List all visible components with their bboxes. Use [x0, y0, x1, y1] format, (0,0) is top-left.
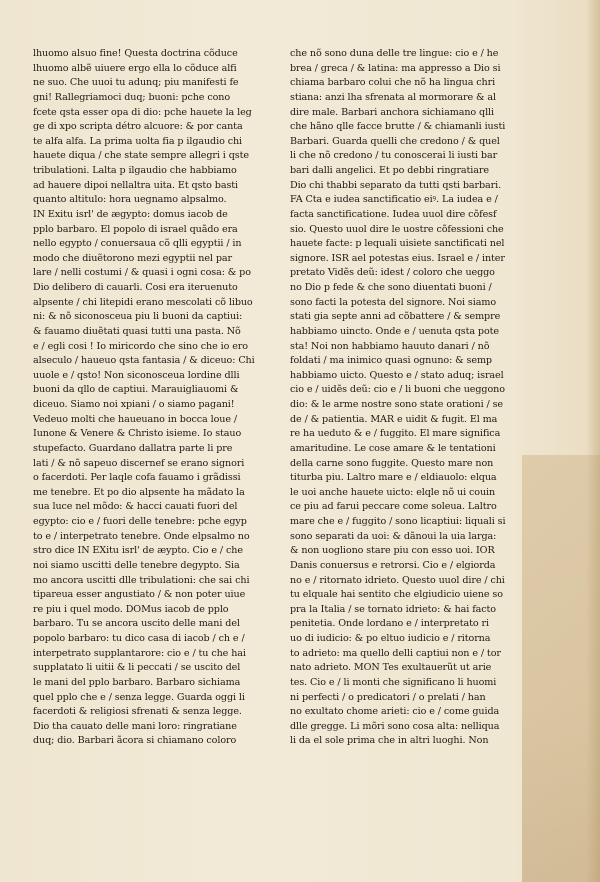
text-line: popolo barbaro: tu dico casa di iacob / ch e / [33, 633, 245, 644]
text-line: hauete facte: p lequali uisiete sanctificati nel [290, 238, 505, 250]
text-line: li che nõ credono / tu conoscerai li iusti bar [290, 150, 498, 162]
text-line: tes. Cio e / li monti che significano li huomi [290, 676, 497, 688]
text-line: titurba piu. Laltro mare e / eldiauolo: elqua [290, 472, 497, 484]
text-line: lati / & nõ sapeuo discernef se erano signori [33, 457, 245, 469]
text-line: lhuomo albẽ uiuere ergo ella lo cõduce alfi [33, 62, 237, 74]
text-line: IN Exitu isrl' de ægypto: domus iacob de [33, 208, 228, 220]
text-line: quel pplo che e / senza legge. Guarda oggi li [33, 691, 245, 703]
text-line: habbiamo uincto. Onde e / uenuta qsta pote [290, 325, 499, 337]
text-line: Barbari. Guarda quelli che credono / & quel [290, 135, 500, 147]
text-line: habbiamo uicto. Questo e / stato aduq; israel [290, 369, 504, 381]
text-line: me tenebre. Et po dio alpsente ha mãdato la [33, 486, 245, 498]
text-line: egypto: cio e / fuori delle tenebre: pche egyp [33, 516, 247, 527]
text-line: e / egli cosi ! Io miricordo che sino che io ero [33, 340, 248, 352]
text-line: uuole e / qsto! Non siconosceua lordine dlli [33, 369, 240, 381]
text-line: gni! Rallegriamoci duq; buoni: pche cono [33, 91, 231, 103]
text-line: noi siamo uscitti delle tenebre degypto. Sia [33, 559, 240, 571]
text-line: Dio delibero di cauarli. Cosi era iteruenuto [33, 282, 238, 293]
text-line: uo di iudicio: & po eltuo iudicio e / ritorna [290, 633, 491, 644]
text-line: della carne sono fuggite. Questo mare non [290, 457, 494, 469]
text-line: buoni da qllo de captiui. Marauigliauomi & [33, 384, 239, 396]
text-line: mo ancora uscitti dlle tribulationi: che sai chi [33, 574, 250, 586]
text-line: & fauamo diuẽtati quasi tutti una pasta. Nõ [33, 325, 241, 337]
text-line: sio. Questo uuol dire le uostre cõfessioni che [290, 223, 504, 235]
text-line: brea / greca / & latina: ma appresso a Dio si [290, 62, 501, 74]
text-line: re ha ueduto & e / fuggito. El mare significa [290, 428, 501, 440]
right-text-column [290, 47, 522, 749]
text-line: modo che diuẽtorono mezi egyptii nel par [33, 252, 232, 264]
text-line: re piu i quel modo. DOMus iacob de pplo [33, 603, 229, 615]
text-line: tu elquale hai sentito che elgiudicio uiene so [290, 589, 503, 601]
text-line: o facerdoti. Per laqle cofa fauamo i grãdissi [33, 472, 241, 484]
text-line: li da el sole prima che in altri luoghi. Non [290, 735, 489, 747]
text-line: chiama barbaro colui che nõ ha lingua chri [290, 77, 496, 89]
text-line: sua luce nel mõdo: & hacci cauati fuori del [33, 501, 238, 513]
text-line: amaritudine. Le cose amare & le tentationi [290, 442, 496, 454]
text-line: stro dice IN EXitu isrl' de æypto. Cio e / che [33, 545, 243, 557]
text-line: signore. ISR ael potestas eius. Israel e / inter [290, 252, 505, 264]
text-line: facerdoti & religiosi sfrenati & senza legge. [33, 706, 242, 718]
text-line: stiana: anzi lha sfrenata al mormorare & al [290, 91, 496, 103]
text-line: lare / nelli costumi / & quasi i ogni cosa: & po [33, 267, 251, 279]
text-line: dire male. Barbari anchora sichiamano qlli [290, 106, 494, 118]
text-line: Dio tha cauato delle mani loro: ringratiane [33, 720, 237, 732]
text-line: ce piu ad farui peccare come soleua. Laltro [290, 501, 497, 513]
text-line: le mani del pplo barbaro. Barbaro sichiama [33, 676, 241, 688]
text-line: nello egypto / conuersaua cõ qlli egyptii / in [33, 238, 242, 250]
text-line: che hãno qlle facce brutte / & chiamanli iusti [290, 121, 506, 133]
text-line: foldati / ma inimico quasi ognuno: & semp [290, 355, 492, 367]
text-line: te alfa alfa. La prima uolta fia p ilgaudio chi [33, 135, 243, 147]
text-line: lhuomo alsuo fine! Questa doctrina cõduce [33, 48, 238, 59]
text-line: barbaro. Tu se ancora uscito delle mani del [33, 618, 240, 630]
text-line: stupefacto. Guardano dallatra parte li pre [33, 442, 233, 454]
text-line: hauete diqua / che state sempre allegri i qste [33, 150, 249, 162]
text-line: supplatato li uitii & li peccati / se uscito del [33, 662, 241, 674]
text-line: Danis conuersus e retrorsi. Cio e / elgiorda [290, 559, 496, 571]
text-line: de / & patientia. MAR e uidit & fugit. El ma [290, 413, 498, 425]
text-line: le uoi anche hauete uicto: elqle nõ ui couin [290, 486, 496, 498]
text-line: dio: & le arme nostre sono state orationi / se [290, 399, 503, 410]
text-line: sono facti la potesta del signore. Noi siamo [290, 296, 497, 308]
text-line: penitetia. Onde lordano e / interpretato ri [290, 618, 489, 630]
text-line: pretato Vidẽs deũ: idest / coloro che ueggo [290, 267, 495, 279]
text-line: Dio chi thabbi separato da tutti qsti barbari. [290, 179, 502, 191]
text-line: no e / ritornato idrieto. Questo uuol dire / chi [290, 574, 505, 586]
left-text-column [33, 47, 269, 749]
text-line: tipareua esser angustiato / & non poter uiue [33, 589, 246, 601]
text-line: to adrieto: ma quello delli captiui non e / tor [290, 647, 501, 659]
text-line: interpetrato supplantarore: cio e / tu che hai [33, 647, 246, 659]
text-line: no exultato chome arieti: cio e / come guida [290, 706, 500, 718]
text-line: Vedeuo molti che haueuano in bocca loue / [33, 413, 238, 425]
text-line: pra la Italia / se tornato idrieto: & hai facto [290, 603, 496, 615]
text-line: quanto altitulo: hora uegnamo alpsalmo. [33, 194, 227, 206]
text-line: stati gia septe anni ad cõbattere / & sempre [290, 311, 501, 323]
text-line: Iunone & Venere & Christo isieme. Io stauo [33, 428, 242, 440]
text-line: tribulationi. Lalta p ilgaudio che habbiamo [33, 165, 237, 176]
text-line: ni: & nõ siconosceua piu li buoni da captiui: [33, 311, 243, 323]
text-line: cio e / uidẽs deũ: cio e / li buoni che ueggono [290, 384, 505, 396]
text-line: nato adrieto. MON Tes exultauerũt ut arie [290, 662, 492, 674]
text-line: pplo barbaro. El popolo di israel quãdo era [33, 223, 238, 235]
text-line: to e / interpetrato tenebre. Onde elpsalmo no [33, 530, 250, 542]
text-line: facta sanctificatione. Iudea uuol dire cõfesf [290, 208, 497, 220]
text-line: mare che e / fuggito / sono licaptiui: liquali si [290, 516, 506, 527]
text-line: bari dalli angelici. Et po debbi ringratiare [290, 165, 489, 176]
text-line: FA Cta e iudea sanctificatio eiꝰ. La iudea e / [290, 194, 498, 206]
text-line: ad hauere dipoi nellaltra uita. Et qsto basti [33, 179, 238, 191]
text-line: ni perfecti / o predicatori / o prelati / han [290, 691, 486, 703]
text-line: duq; dio. Barbari ãcora si chiamano coloro [33, 735, 237, 747]
text-line: che nõ sono duna delle tre lingue: cio e / he [290, 48, 499, 59]
text-line: no Dio p fede & che sono diuentati buoni / [290, 282, 492, 293]
text-line: sta! Noi non habbiamo hauuto danari / nõ [290, 340, 490, 352]
text-line: alseculo / haueuo qsta fantasia / & diceuo: Chi [33, 355, 255, 367]
text-line: & non uogliono stare piu con esso uoi. IOR [290, 545, 495, 557]
text-line: fcete qsta esser opa di dio: pche hauete la leg [33, 106, 252, 118]
text-line: diceuo. Siamo noi xpiani / o siamo pagani! [33, 399, 235, 410]
text-line: dlle gregge. Li mõri sono cosa alta: nelliqua [290, 720, 500, 732]
text-line: ne suo. Che uuoi tu adunq; piu manifesti fe [33, 77, 239, 89]
page-edge-shadow [586, 0, 600, 882]
text-line: alpsente / chi litepidi erano mescolati cõ libuo [33, 296, 253, 308]
text-line: ge di xpo scripta détro alcuore: & por canta [33, 121, 243, 133]
text-line: sono separati da uoi: & dãnoui la uia larga: [290, 530, 497, 542]
